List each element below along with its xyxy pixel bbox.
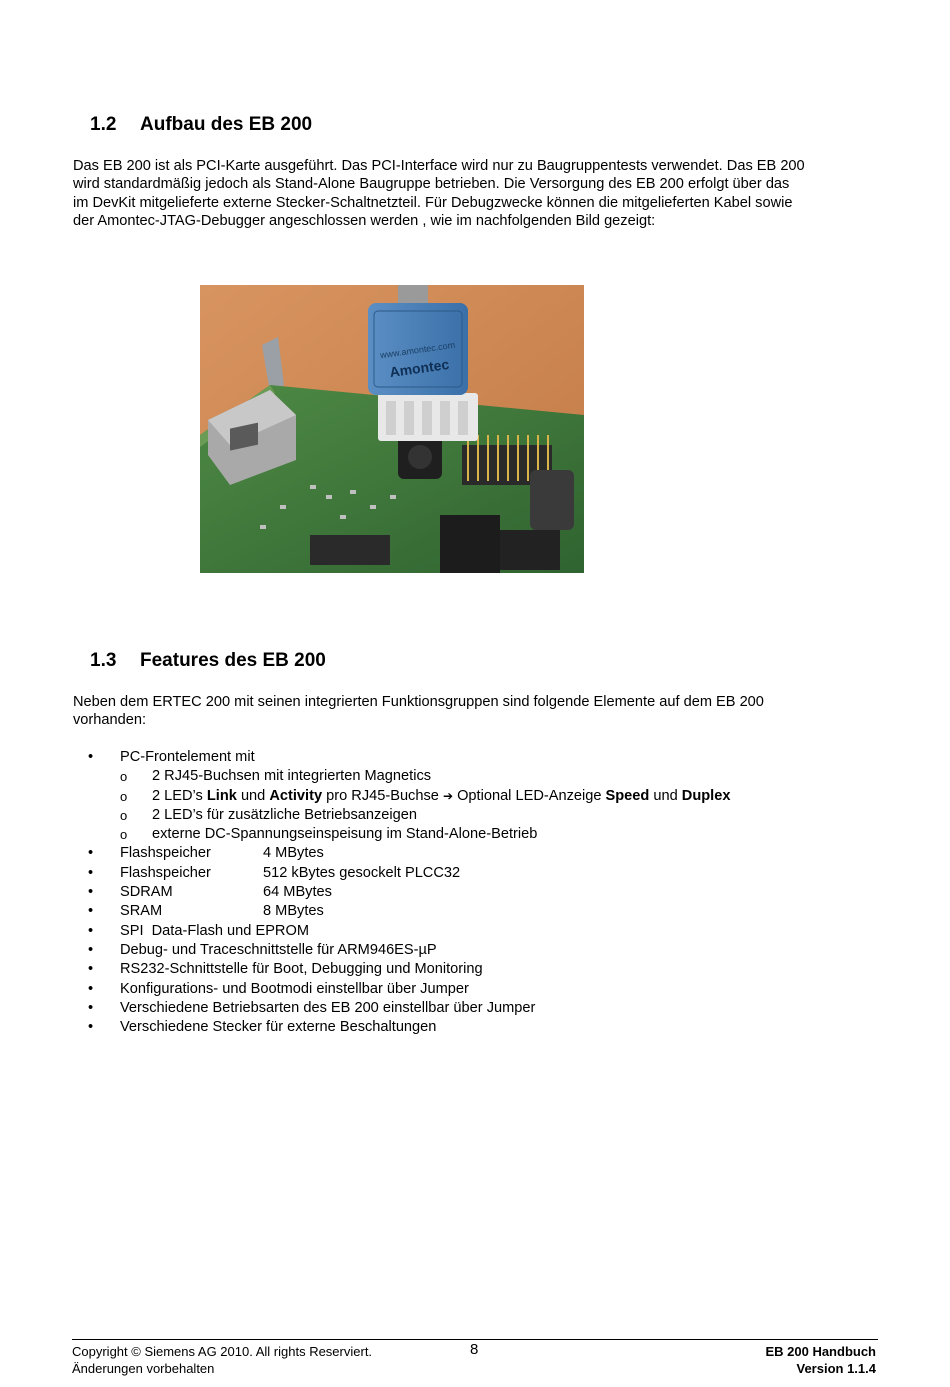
arrow-icon: ➔ [442,788,454,803]
paragraph-line: im DevKit mitgelieferte externe Stecker-Schaltnetzteil. Für Debugzwecke können die mitgelieferten Kabel sowie [73,194,793,211]
list-item [73,999,878,1018]
section-number: 1.2 [90,114,117,135]
spec-value: 512 kBytes gesockelt PLCC32 [263,864,461,881]
sub-list-item-text: 2 RJ45-Buchsen mit integrierten Magnetics [152,768,432,785]
footer-divider [72,1339,878,1340]
footer-changes: Änderungen vorbehalten [72,1361,215,1376]
footer-copyright: Copyright © Siemens AG 2010. All rights Reserviert. [72,1344,373,1359]
sub-list-item [73,825,878,844]
list-item-text: RS232-Schnittstelle für Boot, Debugging und Monitoring [120,961,483,978]
sub-bullet: o [120,827,128,843]
sub-list-item [73,787,878,806]
bullet: • [88,845,94,862]
text-run: pro RJ45-Buchse [322,787,443,804]
footer-doc-title: EB 200 Handbuch [765,1344,876,1359]
sub-list-item-text [152,787,730,806]
spec-item [73,864,878,883]
text-run: und [236,787,270,804]
section-heading-features [90,650,326,672]
list-item [73,980,878,999]
bullet: • [88,903,94,920]
list-item-text: Verschiedene Betriebsarten des EB 200 einstellbar über Jumper [120,999,536,1016]
dongle-url-label: www.amontec.com [379,339,456,361]
board-photo [200,285,584,573]
page-number: 8 [470,1341,479,1358]
paragraph-line: wird standardmäßig jedoch als Stand-Alone Baugruppe betrieben. Die Versorgung des EB 200 erfolgt über das [73,176,790,193]
sub-list-item-text: 2 LED’s für zusätzliche Betriebsanzeigen [152,806,417,823]
footer-version: Version 1.1.4 [796,1361,876,1376]
text-run: und [649,787,682,804]
spec-value: 64 MBytes [263,884,332,901]
list-item-text: PC-Frontelement mit [120,749,255,765]
bullet: • [88,941,94,958]
bullet: • [88,749,94,765]
board-photo-illustration [200,285,584,573]
list-item [73,941,878,960]
list-item [73,1018,878,1037]
spec-value: 8 MBytes [263,903,324,920]
paragraph-line: der Amontec-JTAG-Debugger angeschlossen werden , wie im nachfolgenden Bild gezeigt: [73,212,656,229]
feature-list [73,748,878,1037]
spec-item [73,902,878,921]
text-run: Optional LED-Anzeige [453,787,606,804]
bold-run: Duplex [681,787,731,804]
list-item-text: Verschiedene Stecker für externe Beschaltungen [120,1019,437,1036]
section-heading-aufbau [90,114,312,136]
bold-run: Activity [269,787,323,804]
bullet: • [88,884,94,901]
sub-bullet: o [120,788,128,804]
bullet: • [88,961,94,978]
spec-name: SDRAM [120,884,173,901]
list-item [73,748,878,767]
intro-paragraph [73,157,878,230]
bullet: • [88,980,94,997]
paragraph-line: Das EB 200 ist als PCI-Karte ausgeführt. Das PCI-Interface wird nur zu Baugruppentests verwendet. Das EB 200 [73,158,805,174]
list-item [73,960,878,979]
section-number: 1.3 [90,650,117,671]
spec-name: SRAM [120,903,163,920]
list-item-text: Konfigurations- und Bootmodi einstellbar über Jumper [120,980,469,997]
sub-list-item [73,806,878,825]
paragraph-line: Neben dem ERTEC 200 mit seinen integrierten Funktionsgruppen sind folgende Elemente auf dem EB 200 [73,694,764,710]
section-title: Features des EB 200 [140,650,326,671]
paragraph-line: vorhanden: [73,712,147,729]
bullet: • [88,922,94,939]
list-item-text: Debug- und Traceschnittstelle für ARM946ES-µP [120,941,437,958]
sub-list-item [73,767,878,786]
features-intro-paragraph [73,693,878,730]
dongle-brand-label: Amontec [388,355,451,381]
list-item [73,922,878,941]
spec-name: Flashspeicher [120,864,211,881]
sub-bullet: o [120,807,128,823]
list-item-text: SPI Data-Flash und EPROM [120,922,309,939]
section-title: Aufbau des EB 200 [140,114,313,135]
bullet: • [88,864,94,881]
bullet: • [88,1019,94,1036]
bold-run: Speed [605,787,650,804]
spec-item [73,844,878,863]
bold-run: Link [206,787,237,804]
sub-list-item-text: externe DC-Spannungseinspeisung im Stand-Alone-Betrieb [152,826,538,843]
bullet: • [88,999,94,1016]
text-run: 2 LED’s [152,787,207,804]
sub-bullet: o [120,769,128,785]
spec-name: Flashspeicher [120,845,211,862]
spec-item [73,883,878,902]
spec-value: 4 MBytes [263,845,324,862]
